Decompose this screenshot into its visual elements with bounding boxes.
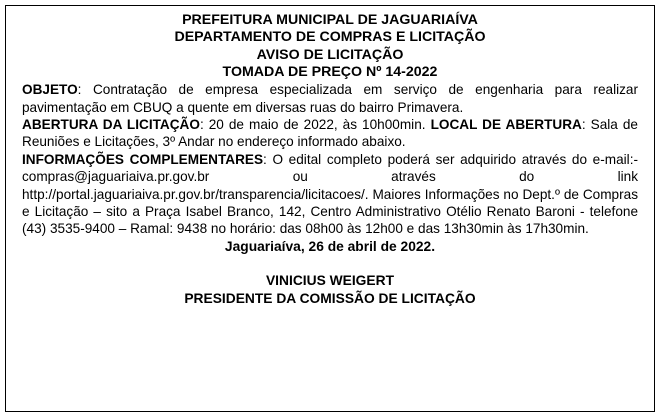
objeto-paragraph	[22, 81, 638, 116]
objeto-label: OBJETO	[22, 82, 78, 98]
abertura-label: ABERTURA DA LICITAÇÃO	[22, 117, 200, 132]
local-label: LOCAL DE ABERTURA	[430, 117, 582, 132]
place-date: Jaguariaíva, 26 de abril de 2022.	[224, 238, 436, 254]
informacoes-label: INFORMAÇÕES COMPLEMENTARES	[22, 151, 264, 167]
notice-header	[22, 12, 638, 81]
department-title: DEPARTAMENTO DE COMPRAS E LICITAÇÃO	[174, 29, 486, 46]
tender-number: TOMADA DE PREÇO Nº 14-2022	[222, 63, 438, 80]
signer-title: PRESIDENTE DA COMISSÃO DE LICITAÇÃO	[184, 291, 476, 307]
informacoes-paragraph	[22, 151, 638, 238]
municipality-title: PREFEITURA MUNICIPAL DE JAGUARIAÍVA	[182, 12, 478, 28]
informacoes-text: : O edital completo poderá ser adquirido através do e-mail:- compras@jaguariaiva.pr.gov.br ou através do link http://portal.jaguariaiva.pr.gov.br/transparencia/licitacoes/. Maiores Informações no Dept.º de Compras e Licitação – sito a Praça Isabel Branco, 142, Centro Administrativo Otélio Renato Baroni - telefone (43) 3535-9400 – Ramal: 9438 no horário: das 08h00 às 12h00 e das 13h30min às 17h30min.	[22, 151, 639, 237]
notice-body	[22, 81, 638, 238]
local-text: : Sala de Reuniões e Licitações, 3º Andar no endereço informado abaixo.	[22, 117, 638, 150]
objeto-text: : Contratação de empresa especializada em serviço de engenharia para realizar pavimentação em CBUQ a quente em diversas ruas do bairro Primavera.	[22, 82, 638, 115]
notice-box	[5, 5, 655, 412]
signature-block	[22, 272, 638, 308]
signer-name: VINICIUS WEIGERT	[265, 273, 394, 289]
notice-type: AVISO DE LICITAÇÃO	[256, 46, 404, 63]
abertura-paragraph	[22, 116, 638, 151]
abertura-text: : 20 de maio de 2022, às 10h00min.	[199, 117, 431, 132]
